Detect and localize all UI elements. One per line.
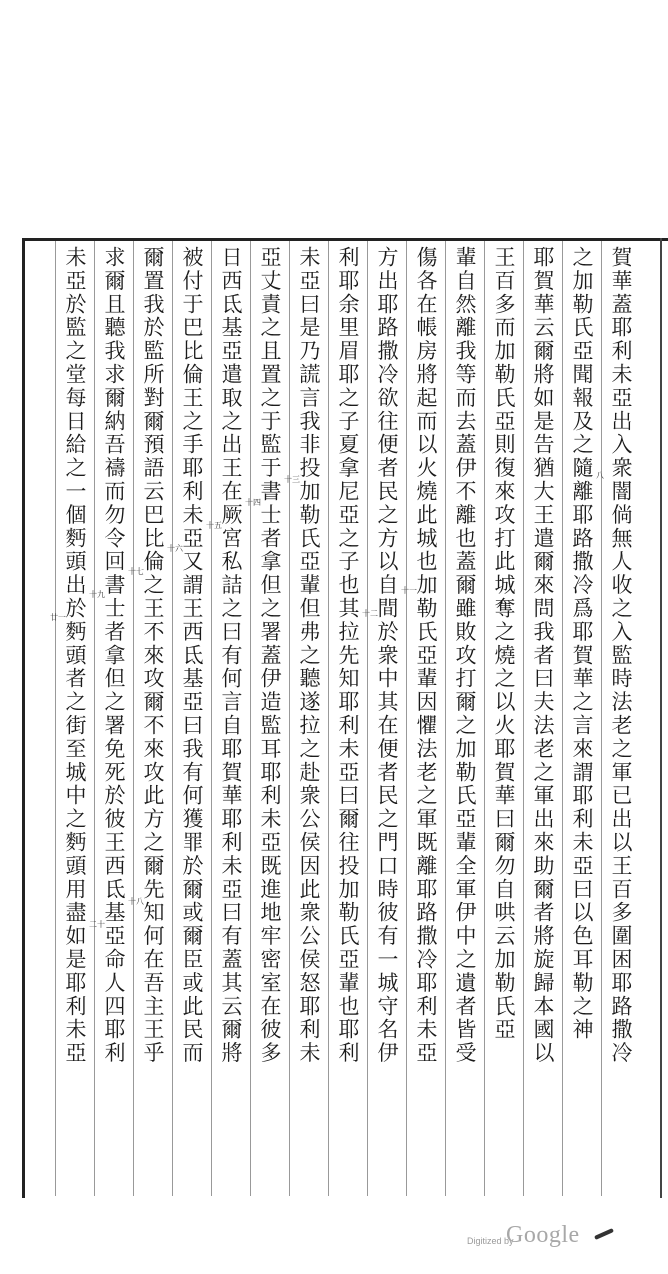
- column-rule: [250, 241, 251, 1196]
- column-rule: [172, 241, 173, 1196]
- text-column: 被付于巴比倫王之手耶利未亞又謂王西氐基亞曰我有何獲罪於爾或爾臣或此民而: [180, 246, 204, 1065]
- text-column: 利耶余里眉耶之子夏拿尼亞之子也其拉先知耶利未亞曰爾往投加勒氏亞輩也耶利: [336, 246, 360, 1065]
- column-rule: [55, 241, 56, 1196]
- column-rule: [601, 241, 602, 1196]
- text-column: 日西氐基亞遣取之出王在厥宮私詰之曰有何言自耶賀華耶利未亞曰有蓋其云爾將: [219, 246, 243, 1065]
- verse-marker: 十三: [284, 475, 300, 484]
- text-column: 爾置我於監所對爾預語云巴比倫之王不來攻爾不來攻此方之爾先知何在吾主王乎: [141, 246, 165, 1065]
- pen-stroke-icon: [594, 1228, 614, 1240]
- verse-marker: 廿一: [50, 613, 66, 622]
- text-column: 王百多而加勒氏亞則復來攻打此城奪之燒之以火耶賀華曰爾勿自哄云加勒氏亞: [492, 246, 516, 1042]
- text-column: 賀華蓋耶利未亞出入衆闇倘無人收之入監時法老之軍已出以王百多圍困耶路撒冷: [609, 246, 633, 1065]
- column-rule: [484, 241, 485, 1196]
- frame-left-border: [22, 238, 25, 1198]
- column-rule: [94, 241, 95, 1196]
- verse-marker: 十八: [128, 897, 144, 906]
- watermark-label: Digitized by: [467, 1236, 514, 1246]
- text-column: 之加勒氏亞聞報及之隨離耶路撒冷爲耶賀華之言來謂耶利未亞曰以色耳勒之神: [570, 246, 594, 1042]
- verse-marker: 十五: [206, 521, 222, 530]
- column-rule: [406, 241, 407, 1196]
- column-rule: [523, 241, 524, 1196]
- column-rule: [562, 241, 563, 1196]
- verse-marker: 十九: [89, 590, 105, 599]
- watermark-brand: Google: [506, 1222, 580, 1248]
- verse-marker: 二十: [89, 920, 105, 929]
- text-column: 未亞於監之堂每日給之一個麪頭出於麪頭者之街至城中之麪頭用盡如是耶利未亞: [63, 246, 87, 1065]
- column-rule: [367, 241, 368, 1196]
- column-rule: [328, 241, 329, 1196]
- text-column: 輩自然離我等而去蓋伊不離也蓋爾雖敗攻打爾之加勒氏亞輩全軍伊中之遺者皆受: [453, 246, 477, 1065]
- text-column: 未亞曰是乃謊言我非投加勒氏亞輩但弗之聽遂拉之赴衆公侯因此衆公侯怒耶利未: [297, 246, 321, 1065]
- verse-marker: 十二: [362, 609, 378, 618]
- verse-marker: 十四: [245, 498, 261, 507]
- column-rule: [445, 241, 446, 1196]
- text-column: 亞丈責之且置之于監于書士者拿但之署蓋伊造監耳耶利未亞既進地牢密室在彼多: [258, 246, 282, 1065]
- verse-marker: 十七: [128, 567, 144, 576]
- verse-marker: 八: [596, 471, 604, 480]
- text-column: 方出耶路撒冷欲往便者民之方以自間於衆中其在便者民之門口時彼有一城守名伊: [375, 246, 399, 1065]
- text-column: 傷各在帳房將起而以火燒此城也加勒氏亞輩因懼法老之軍既離耶路撒冷耶利未亞: [414, 246, 438, 1065]
- column-rule: [289, 241, 290, 1196]
- text-column: 耶賀華云爾將如是告猶大王遣爾來問我者曰夫法老之軍出來助爾者將旋歸本國以: [531, 246, 555, 1065]
- column-rule: [211, 241, 212, 1196]
- verse-marker: 十一: [401, 586, 417, 595]
- text-column: 求爾且聽我求爾納吾禱而勿令回書士者拿但之署免死於彼王西氐基亞命人四耶利: [102, 246, 126, 1065]
- verse-marker: 十六: [167, 544, 183, 553]
- column-rule: [133, 241, 134, 1196]
- frame-right-border: [660, 238, 662, 1198]
- frame-top-border: [22, 238, 668, 241]
